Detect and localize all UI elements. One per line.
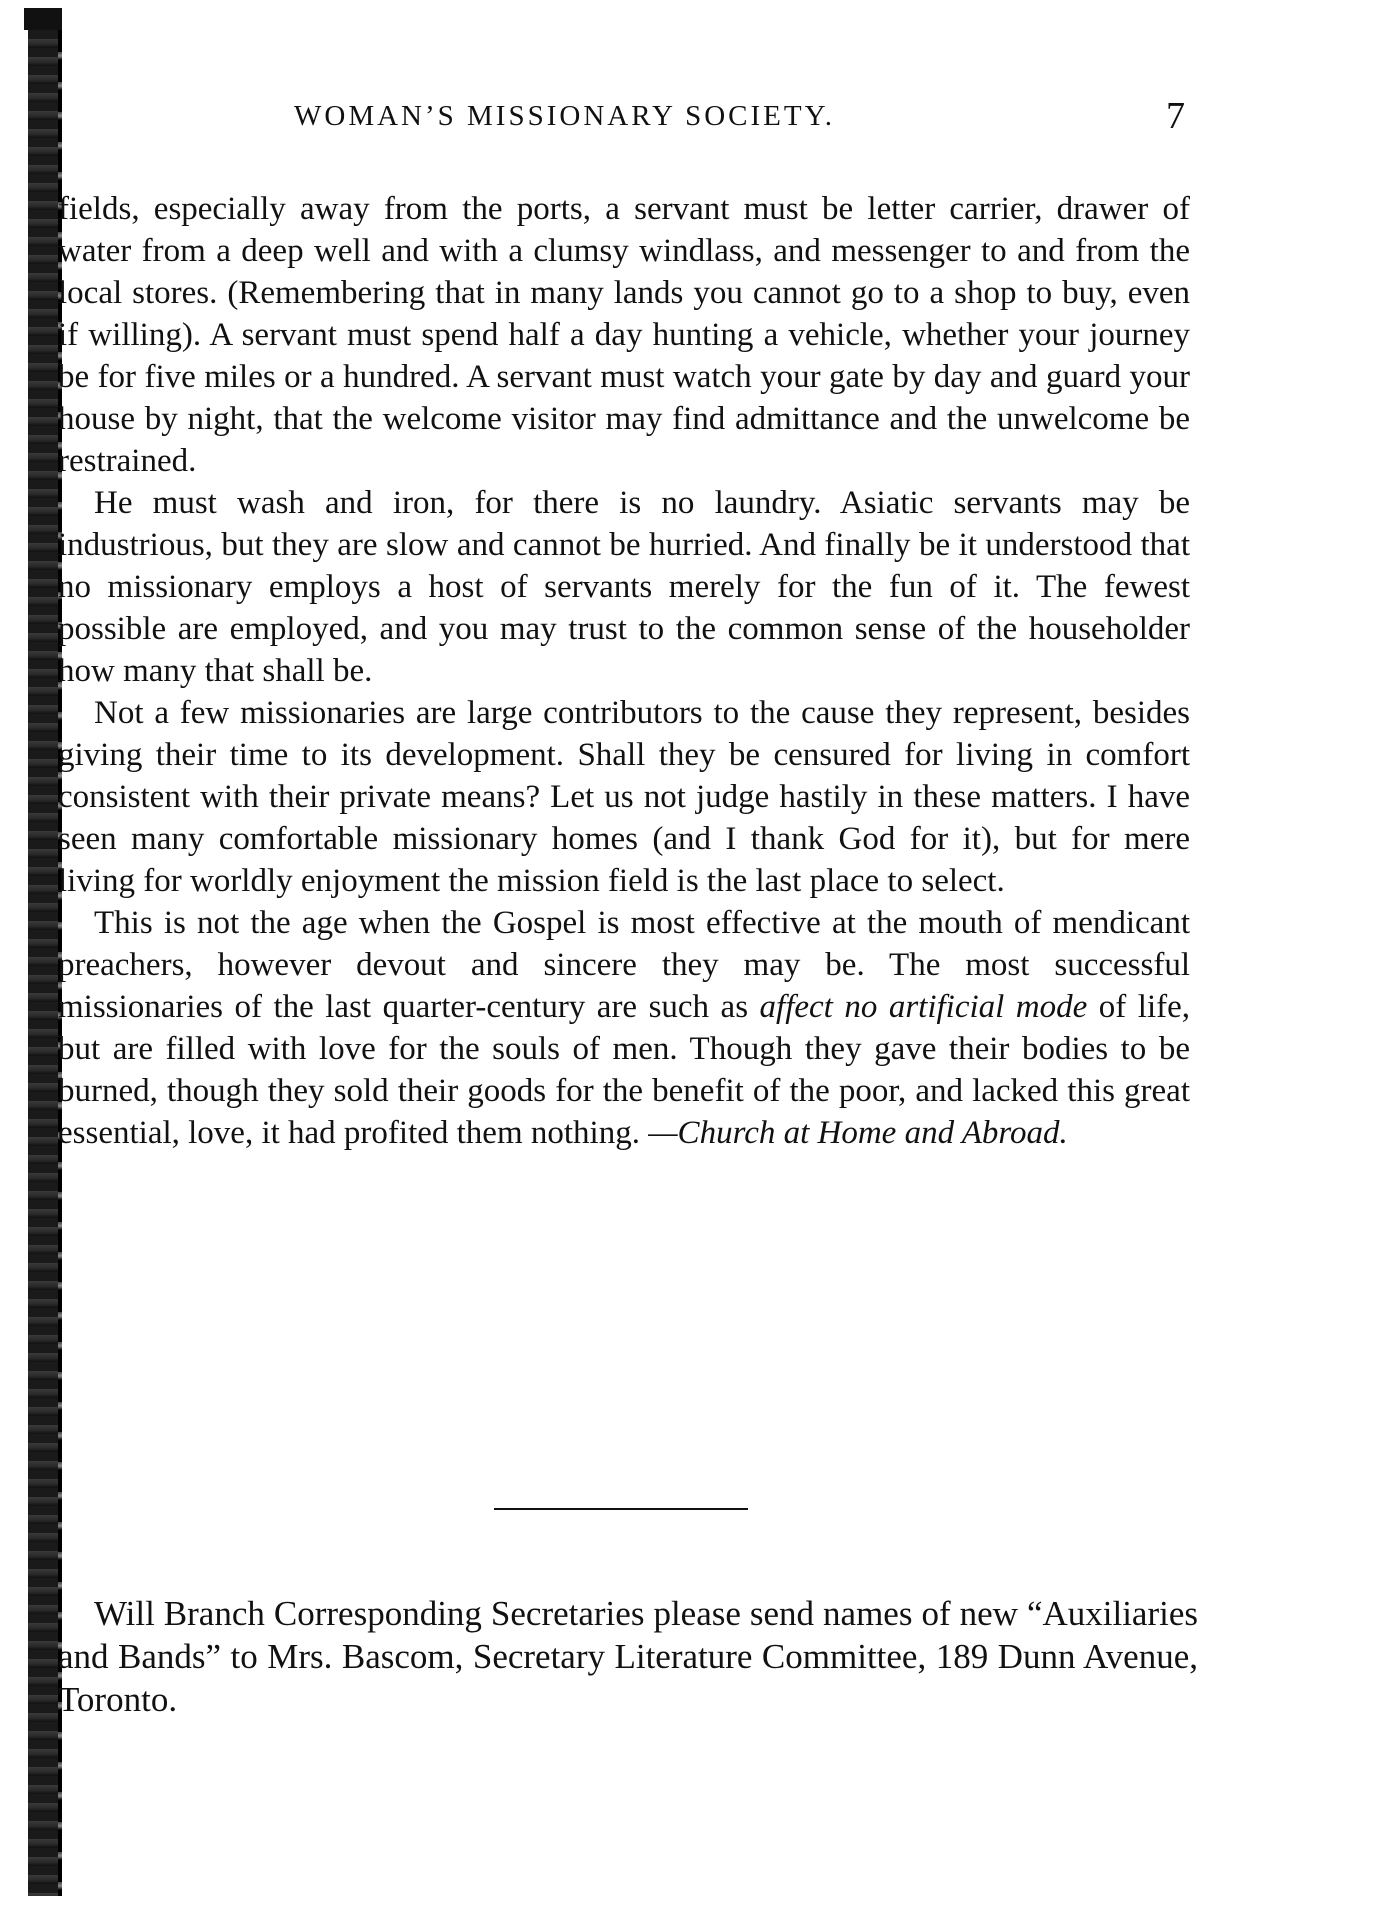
paragraph-1: fields, especially away from the ports, a servant must be letter carrier, drawer of water from a deep well and with a clumsy windlass, and messenger to and from the local stores. (Remembering that in many lands you cannot go to a shop to buy, even if willing). A servant must spend half a day hunting a vehicle, whether your journey be for five miles or a hundred. A servant must watch your gate by day and guard your house by night, that the welcome visitor may find admittance and the unwelcome be restrained. (58, 191, 1190, 479)
paragraph-2: He must wash and iron, for there is no laundry. Asiatic servants may be industrious, but they are slow and cannot be hurried. And finally be it understood that no missionary employs a host of servants merely for the fun of it. The fewest possible are employed, and you may trust to the common sense of the householder how many that shall be. (58, 485, 1190, 689)
running-title: WOMAN’S MISSIONARY SOCIETY. (294, 100, 836, 132)
binding-spine (28, 30, 58, 1896)
paragraph-4-text: This is not the age when the Gospel is most effective at the mouth of mendicant preachers, however devout and sincere they may be. The most successful missionaries of the last quarter-century are such as (58, 905, 1190, 1025)
notice-text: Will Branch Corresponding Secretaries please send names of new “Auxiliaries and Bands” to Mrs. Bascom, Secretary Literature Committee, 189 Dunn Avenue, Toronto. (58, 1594, 1198, 1719)
section-divider (494, 1508, 748, 1510)
notice-block (58, 1592, 1198, 1721)
paragraph-4-italic: affect no artificial mode (759, 989, 1088, 1025)
paragraph-4 (58, 902, 1190, 1154)
binding-top-edge (24, 8, 62, 30)
page-number: 7 (1166, 95, 1185, 137)
book-binding (0, 0, 62, 1906)
source-citation: —Church at Home and Abroad. (648, 1115, 1068, 1151)
article-body (58, 188, 1190, 1154)
page-header (294, 95, 1194, 146)
paragraph-3: Not a few missionaries are large contributors to the cause they represent, besides giving their time to its development. Shall they be censured for living in comfort consistent with their private means? Let us not judge hastily in these matters. I have seen many comfortable missionary homes (and I thank God for it), but for mere living for worldly enjoyment the mission field is the last place to select. (58, 695, 1190, 899)
paragraph-4-rest: of life, but are filled with love for the souls of men. Though they gave their bodies to be burned, though they sold their goods for the benefit of the poor, and lacked this great essential, love, it had profited them nothing. (58, 989, 1190, 1151)
